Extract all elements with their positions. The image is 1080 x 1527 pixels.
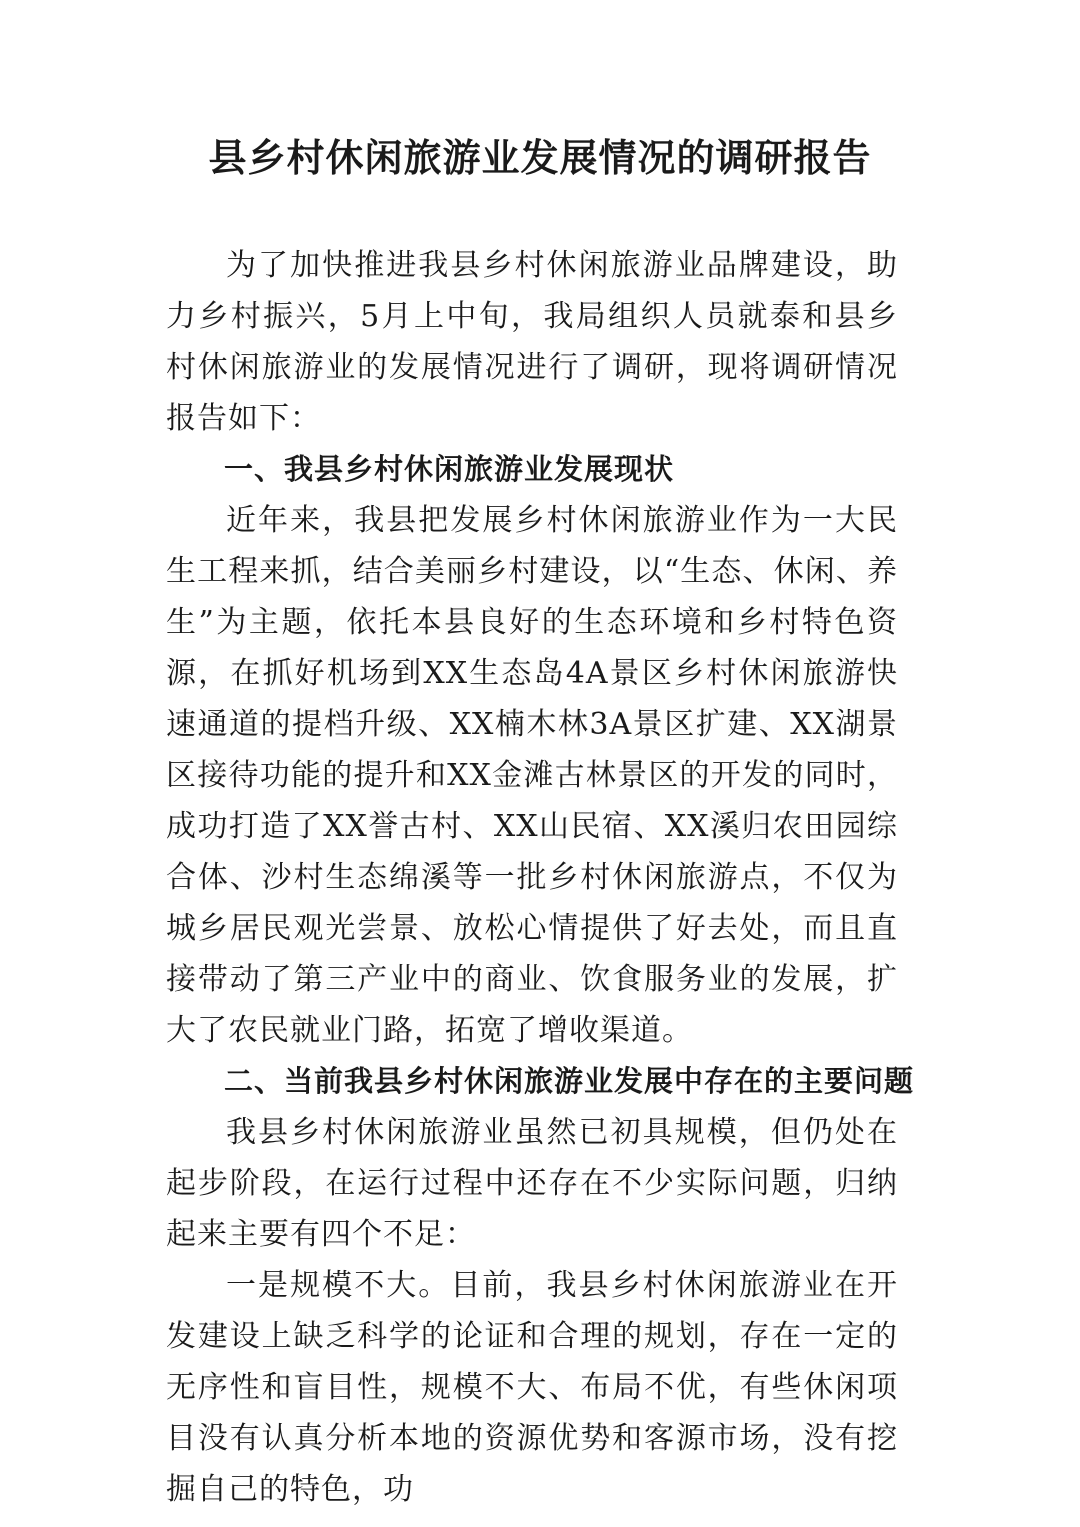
problems-intro-paragraph: 我县乡村休闲旅游业虽然已初具规模，但仍处在起步阶段，在运行过程中还存在不少实际问题，归纳起来主要有四个不足： <box>166 1115 898 1252</box>
status-paragraph: 近年来，我县把发展乡村休闲旅游业作为一大民生工程来抓，结合美丽乡村建设，以“生态、休闲、养生”为主题，依托本县良好的生态环境和乡村特色资源，在抓好机场到XX生态岛4A景区乡村休闲旅游快速通道的提档升级、XX楠木林3A景区扩建、XX湖景区接待功能的提升和XX金滩古林景区的开发的同时，成功打造了XX誉古村、XX山民宿、XX溪归农田园综合体、沙村生态绵溪等一批乡村休闲旅游点，不仅为城乡居民观光尝景、放松心情提供了好去处，而且直接带动了第三产业中的商业、饮食服务业的发展，扩大了农民就业门路，拓宽了增收渠道。 <box>166 503 898 1048</box>
section-heading-2: 二、当前我县乡村休闲旅游业发展中存在的主要问题 <box>224 1064 915 1098</box>
section-heading-1: 一、我县乡村休闲旅游业发展现状 <box>224 452 675 486</box>
intro-paragraph: 为了加快推进我县乡村休闲旅游业品牌建设，助力乡村振兴，5月上中旬，我局组织人员就泰和县乡村休闲旅游业的发展情况进行了调研，现将调研情况报告如下： <box>166 248 898 436</box>
document-title: 县乡村休闲旅游业发展情况的调研报告 <box>208 136 872 180</box>
document-body <box>166 240 915 1515</box>
problem-one-paragraph: 一是规模不大。目前，我县乡村休闲旅游业在开发建设上缺乏科学的论证和合理的规划，存在一定的无序性和盲目性，规模不大、布局不优，有些休闲项目没有认真分析本地的资源优势和客源市场，没有挖掘自己的特色，功 <box>166 1268 898 1507</box>
